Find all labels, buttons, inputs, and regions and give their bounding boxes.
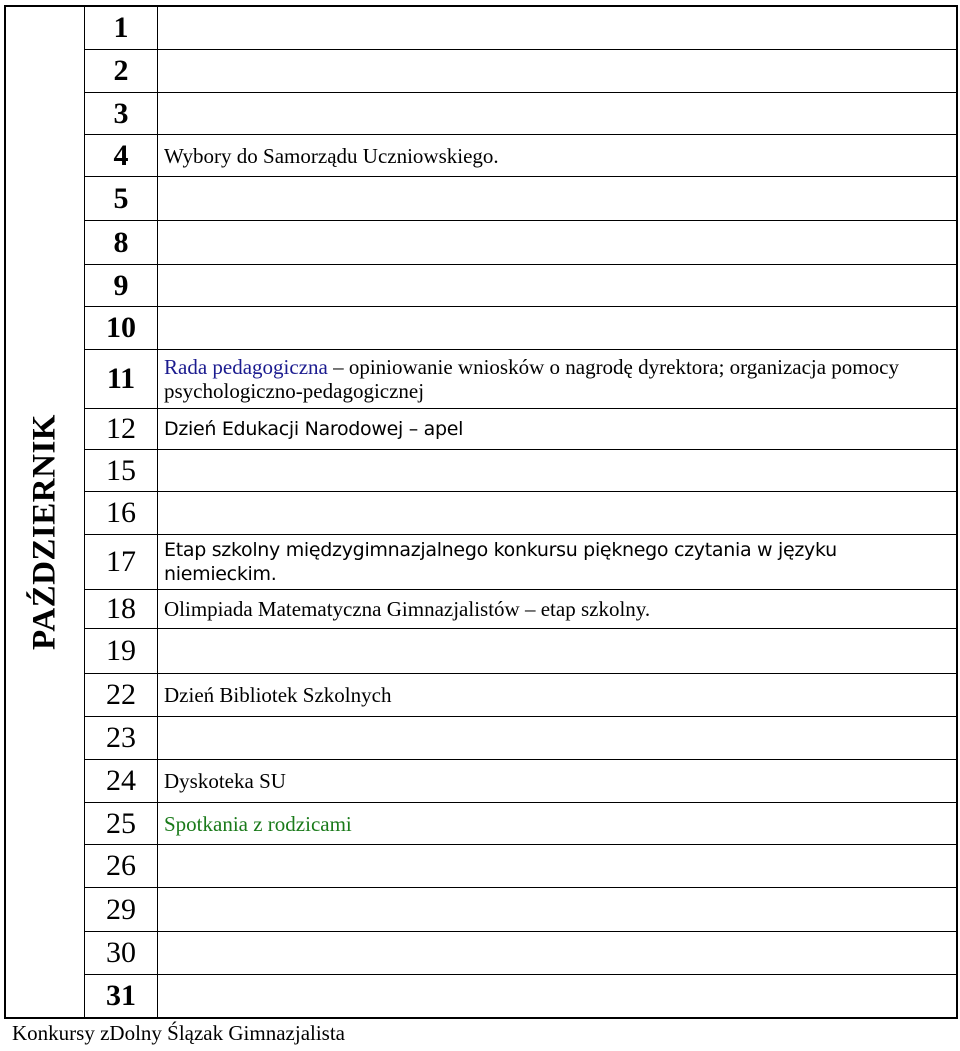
day-number: 15 [85,450,158,491]
event-cell [158,932,956,974]
table-row [85,674,956,717]
table-row [85,845,956,888]
event-cell [158,7,956,49]
day-number: 1 [85,7,158,49]
event-cell: Etap szkolny międzygimnazjalnego konkursu pięknego czytania w języku niemieckim. [164,539,837,585]
event-cell [158,350,956,408]
calendar-table [4,5,958,1019]
event-cell [158,629,956,673]
day-number: 26 [85,845,158,887]
table-row [85,803,956,845]
event-cell: Dyskoteka SU [164,769,286,793]
day-number: 23 [85,717,158,759]
day-number: 24 [85,760,158,802]
table-row [85,629,956,674]
event-cell [158,492,956,534]
table-row [85,265,956,307]
event-cell: Dzień Edukacji Narodowej – apel [164,418,464,440]
table-row [85,450,956,492]
event-cell [158,307,956,349]
table-row [85,975,956,1017]
rada-description: – opiniowanie wniosków o nagrodę dyrektora; organizacja pomocy psychologiczno-pedagogicznej [164,355,899,403]
month-label: PAŹDZIERNIK [26,414,63,651]
day-number: 25 [85,803,158,844]
day-number: 12 [85,409,158,449]
table-row [85,307,956,350]
table-row [85,717,956,760]
day-number: 2 [85,50,158,92]
month-column [6,7,85,1017]
event-text [164,355,950,403]
day-number: 19 [85,629,158,673]
table-row [85,350,956,409]
event-cell [158,975,956,1017]
table-row [85,760,956,803]
event-cell [158,177,956,220]
day-number: 9 [85,265,158,306]
day-number: 5 [85,177,158,220]
event-cell [158,265,956,306]
event-cell [158,450,956,491]
day-number: 16 [85,492,158,534]
table-row [85,177,956,221]
table-row [85,932,956,975]
table-row [85,7,956,50]
day-number: 18 [85,590,158,628]
day-number: 8 [85,221,158,264]
table-row [85,492,956,535]
event-cell: Olimpiada Matematyczna Gimnazjalistów – etap szkolny. [164,597,651,621]
table-row [85,535,956,590]
table-row [85,221,956,265]
event-cell: Wybory do Samorządu Uczniowskiego. [164,143,499,168]
day-number: 11 [85,350,158,408]
day-number: 10 [85,307,158,349]
day-number: 22 [85,674,158,716]
rada-label: Rada pedagogiczna [164,355,328,379]
event-cell [158,717,956,759]
event-cell [158,50,956,92]
day-rows [85,7,956,1017]
day-number: 30 [85,932,158,974]
event-cell [158,221,956,264]
event-cell [158,888,956,931]
day-number: 31 [85,975,158,1017]
day-number: 4 [85,135,158,176]
table-row [85,50,956,93]
event-cell: Spotkania z rodzicami [164,811,352,836]
event-cell: Dzień Bibliotek Szkolnych [164,683,392,707]
event-cell [158,93,956,134]
table-row [85,409,956,450]
day-number: 3 [85,93,158,134]
table-row [85,590,956,629]
day-number: 17 [85,535,158,589]
footer-text: Konkursy zDolny Ślązak Gimnazjalista [12,1021,346,1045]
event-cell [158,845,956,887]
table-row [85,93,956,135]
table-row [85,135,956,177]
day-number: 29 [85,888,158,931]
table-row [85,888,956,932]
